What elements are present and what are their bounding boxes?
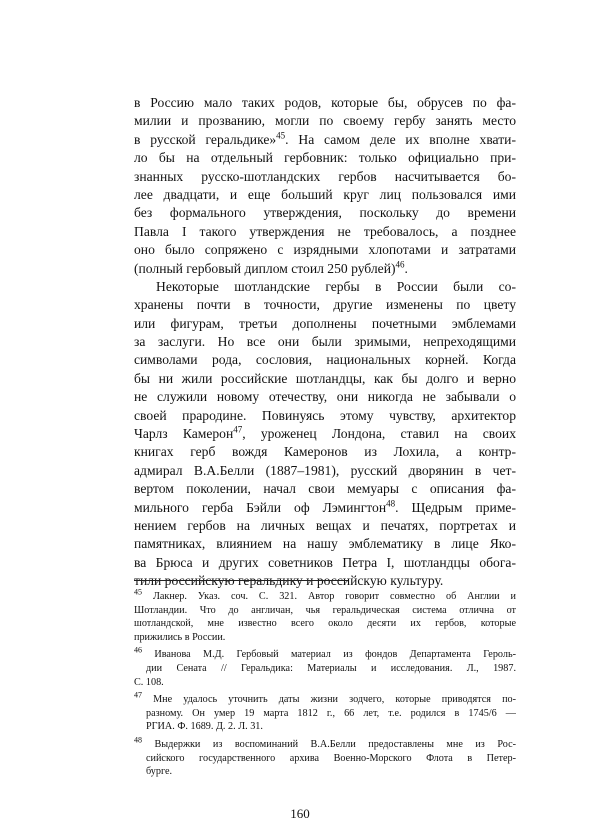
text-run: Лакнер. Указ. соч. С. 321. Автор говорит совместно об Англии и xyxy=(152,591,517,602)
footnote-line: РГИА. Ф. 1689. Д. 2. Л. 31. xyxy=(146,721,263,733)
footnotes xyxy=(134,587,517,783)
text-line: тили российскую геральдику и российскую культуру. xyxy=(134,573,444,589)
footnote-number: 46 xyxy=(134,645,142,655)
text-line: ва Брюса и других советников Петра I, шотландцы обога- xyxy=(134,554,516,570)
text-line: за заслуги. Но все они были зримыми, непреходящими xyxy=(134,334,516,350)
text-line: знанных русско-шотландских гербов насчитывается бо- xyxy=(134,168,516,184)
text-run: мильного герба Бэйли оф Лэмингтон xyxy=(134,499,387,515)
footnote-line: шотландской, мне известно всего около десяти их гербов, которые xyxy=(134,618,516,630)
text-run: Иванова М.Д. Гербовый материал из фондов Департамента Героль- xyxy=(154,649,516,661)
footnote-47 xyxy=(134,690,517,734)
text-line: адмирал В.А.Белли (1887–1981), русский дворянин в чет- xyxy=(134,462,516,478)
footnote-line xyxy=(134,587,517,604)
text-line: бы ни жили российские шотландцы, как бы долго и верно xyxy=(134,370,516,386)
footnote-line xyxy=(134,645,516,662)
footnote-line: дии Сената // Геральдика: Материалы и исследования. Л., 1987. xyxy=(146,662,516,674)
footnote-ref-46[interactable]: 46 xyxy=(395,258,405,269)
text-line xyxy=(134,131,516,149)
footnote-number: 45 xyxy=(134,587,142,597)
text-line: или фигурам, третьи дополнены почетными эмблемами xyxy=(134,315,516,331)
footnote-48 xyxy=(134,735,516,779)
text-line: оно было сопряжено с изрядными хлопотами и затратами xyxy=(134,242,516,258)
footnote-line: Шотландии. Что до англичан, чья геральдическая система отлична от xyxy=(134,604,516,616)
text-line xyxy=(134,499,516,517)
text-line: лее двадцати, и еще больший круг лиц пользовался ими xyxy=(134,186,516,202)
footnote-line: бурге. xyxy=(146,766,173,778)
text-line: памятниках, влиянием на нашу эмблематику в лице Яко- xyxy=(134,536,516,552)
text-run: Выдержки из воспоминаний В.А.Белли предоставлены мне из Рос- xyxy=(154,738,516,750)
text-line: вертом поколении, начал свои мемуары с описания фа- xyxy=(134,481,516,497)
footnote-ref-48[interactable]: 48 xyxy=(386,498,396,509)
text-run: , уроженец Лондона, ставил на своих xyxy=(242,426,516,442)
text-line: в Россию мало таких родов, которые бы, обрусев по фа- xyxy=(134,95,516,110)
footnote-number: 47 xyxy=(134,690,142,700)
paragraph-1 xyxy=(134,94,516,278)
main-text xyxy=(134,94,516,591)
footnote-45 xyxy=(134,587,517,644)
paragraph-2 xyxy=(134,278,516,591)
footnote-ref-45[interactable]: 45 xyxy=(276,130,286,141)
text-line xyxy=(134,260,516,278)
text-run: в русской геральдике» xyxy=(134,131,277,147)
text-line: книгах герб вождя Камеронов из Лохила, а контр- xyxy=(134,444,516,460)
text-line: своей прародине. Повинуясь этому чувству, архитектор xyxy=(134,407,516,423)
page-number: 160 xyxy=(290,806,310,821)
footnote-line xyxy=(134,690,517,707)
text-run: Чарлз Камерон xyxy=(134,426,234,442)
footnote-divider xyxy=(134,580,348,581)
text-line: хранены почти в точности, другие изменены по цвету xyxy=(134,297,516,313)
footnote-line: разному. Он умер 19 марта 1812 г., 66 лет, т.е. родился в 1745/6 — xyxy=(146,707,516,719)
text-line: символами рода, сословия, национальных корней. Когда xyxy=(134,352,516,368)
text-line: не служили новому отечеству, они никогда не забывали о xyxy=(134,389,516,405)
footnote-number: 48 xyxy=(134,735,142,745)
text-line: Павла I такого утверждения не требовалось, а позднее xyxy=(134,223,516,239)
text-run: (полный гербовый диплом стоил 250 рублей) xyxy=(134,260,396,276)
text-run: . Щедрым приме- xyxy=(395,499,516,515)
footnote-line: сийского государственного архива Военно-Морского Флота в Петер- xyxy=(146,752,516,764)
text-line xyxy=(134,425,516,443)
text-line: без формального утверждения, поскольку до времени xyxy=(134,205,516,221)
footnote-line xyxy=(134,735,516,752)
text-run: . xyxy=(404,260,408,276)
text-run: Мне удалось уточнить даты жизни зодчего, которые приводятся по- xyxy=(153,694,517,706)
text-line: Некоторые шотландские гербы в России были со- xyxy=(156,278,516,294)
text-line: ло бы на отдельный гербовник: только официально при- xyxy=(134,150,516,166)
footnote-line: С. 108. xyxy=(134,676,164,688)
text-line: нением гербов на личных вещах и печатях, портретах и xyxy=(134,517,516,533)
text-line: милии и прозванию, могли по своему гербу занять место xyxy=(134,113,516,129)
text-run: . На самом деле их вполне хвати- xyxy=(285,131,516,147)
footnote-46 xyxy=(134,645,516,689)
footnote-line: прижились в России. xyxy=(134,631,226,643)
footnote-ref-47[interactable]: 47 xyxy=(233,424,243,435)
